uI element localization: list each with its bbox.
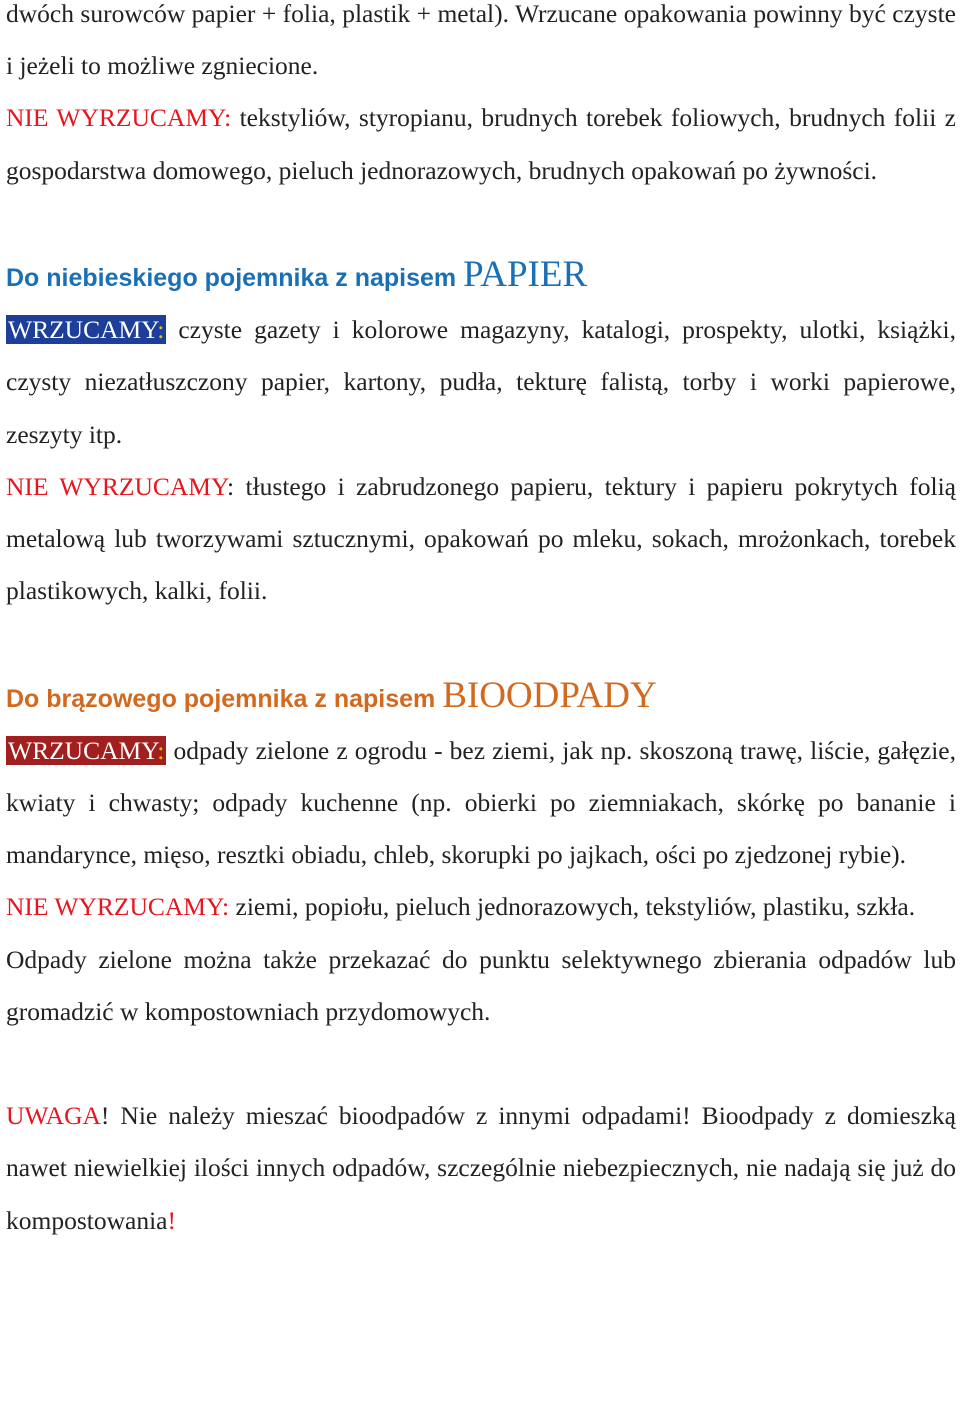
- papier-heading-prefix: Do niebieskiego pojemnika z napisem: [6, 264, 464, 292]
- papier-heading-big: PAPIER: [463, 254, 588, 295]
- papier-accepted-paragraph: [6, 304, 956, 461]
- papier-heading: [6, 249, 956, 304]
- papier-wrzucamy-word: WRZUCAMY: [8, 315, 158, 345]
- intro-paragraph: [6, 0, 956, 92]
- bio-nie-wyrzucamy-label: NIE WYRZUCAMY:: [6, 892, 230, 922]
- papier-accepted-text: czyste gazety i kolorowe magazyny, katalogi, prospekty, ulotki, książki, czysty niezatłuszczony papier, kartony, pudła, tekturę falistą, torby i worki papierowe, zeszyty itp.: [6, 315, 956, 449]
- papier-wrzucamy-colon: :: [157, 315, 165, 345]
- bio-excluded-text: ziemi, popiołu, pieluch jednorazowych, tekstyliów, plastiku, szkła.: [229, 892, 916, 922]
- intro-exclusions-paragraph: [6, 92, 956, 196]
- warning-text: ! Nie należy mieszać bioodpadów z innymi odpadami! Bioodpady z domieszką nawet niewielkiej ilości innych odpadów, szczególnie niebezpiecznych, nie nadają się już do kompostowania: [6, 1101, 956, 1235]
- bio-heading-prefix: Do brązowego pojemnika z napisem: [6, 684, 443, 713]
- intro-nie-wyrzucamy-label: NIE WYRZUCAMY:: [6, 103, 232, 133]
- intro-text: dwóch surowców papier + folia, plastik + metal). Wrzucane opakowania powinny być czyste i jeżeli to możliwe zgniecione.: [6, 0, 956, 81]
- spacer: [6, 617, 956, 669]
- warning-paragraph: [6, 1090, 956, 1247]
- papier-excluded-paragraph: [6, 461, 956, 618]
- spacer: [6, 197, 956, 249]
- bio-wrzucamy-word: WRZUCAMY: [8, 735, 158, 765]
- document-page: [6, 0, 956, 1247]
- bio-heading: [6, 670, 956, 725]
- bio-accepted-text: odpady zielone z ogrodu - bez ziemi, jak np. skoszoną trawę, liście, gałęzie, kwiaty i chwasty; odpady kuchenne (np. obierki po ziemniakach, skórkę po bananie i mandarynce, mięso, resztki obiadu, chleb, skorupki po jajkach, ości po zjedzonej rybie).: [6, 735, 956, 870]
- warning-label: UWAGA: [6, 1101, 101, 1131]
- papier-excluded-text: : tłustego i zabrudzonego papieru, tektury i papieru pokrytych folią metalową lub tworzywami sztucznymi, opakowań po mleku, sokach, mrożonkach, torebek plastikowych, kalki, folii.: [6, 471, 956, 606]
- bio-heading-big: BIOODPADY: [442, 674, 657, 716]
- bio-wrzucamy-colon: :: [157, 735, 165, 765]
- spacer: [6, 1038, 956, 1090]
- bio-note-paragraph: [6, 934, 956, 1038]
- bio-accepted-paragraph: [6, 725, 956, 882]
- bio-note-text: Odpady zielone można także przekazać do punktu selektywnego zbierania odpadów lub gromadzić w kompostowniach przydomowych.: [6, 944, 956, 1026]
- papier-wrzucamy-label: [6, 315, 166, 344]
- bio-excluded-paragraph: [6, 881, 956, 933]
- papier-nie-wyrzucamy-label: NIE WYRZUCAMY: [6, 471, 228, 501]
- intro-exclusions-text: tekstyliów, styropianu, brudnych torebek foliowych, brudnych folii z gospodarstwa domowego, pieluch jednorazowych, brudnych opakowań po żywności.: [6, 103, 956, 185]
- bio-wrzucamy-label: [6, 736, 166, 765]
- warning-end-mark: !: [167, 1205, 176, 1235]
